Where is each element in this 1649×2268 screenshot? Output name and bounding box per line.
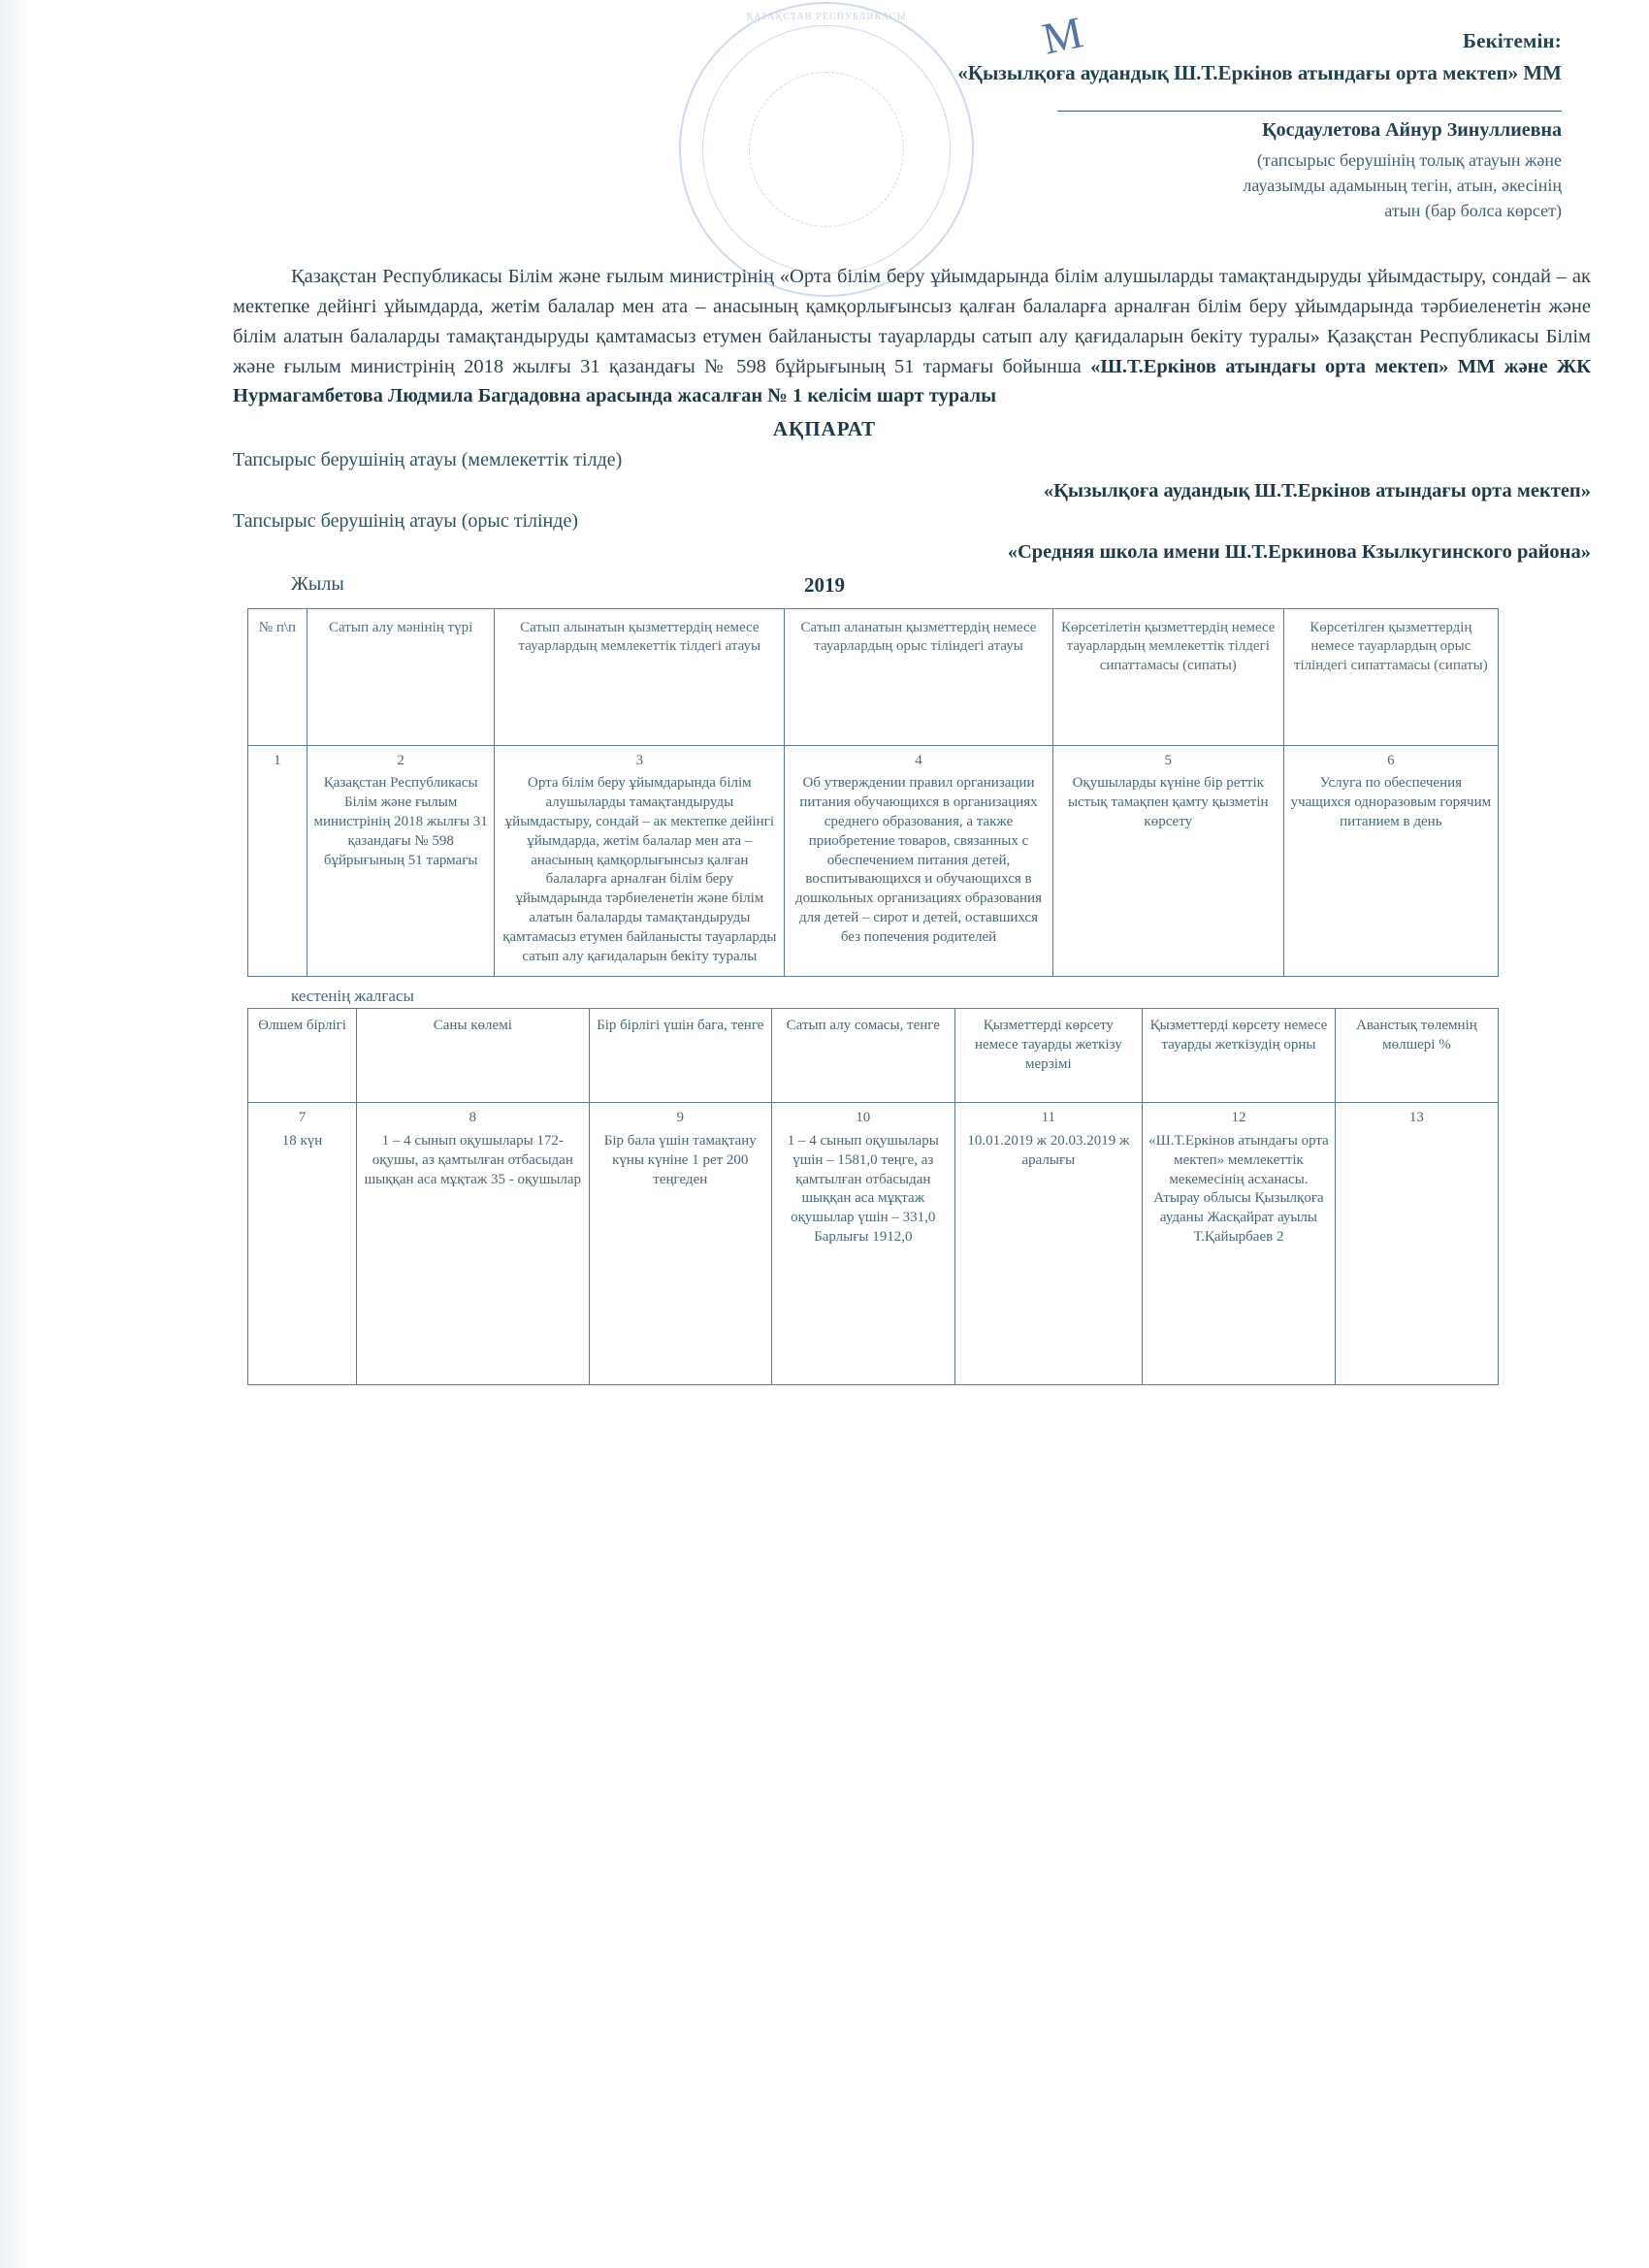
- th-desc-ru: Көрсетілген қызметтердің немесе тауарлардың орыс тіліндегі сипаттамасы (сипаты): [1283, 608, 1498, 745]
- th-quantity: Саны көлемі: [357, 1009, 589, 1103]
- approval-header: [0, 0, 1649, 223]
- cell-place: «Ш.Т.Еркінов атындағы орта мектеп» мемлекеттік мекемесінің асханасы. Атырау облысы Қызылқоға ауданы Жасқайрат ауылы Т.Қайырбаев 2: [1143, 1130, 1336, 1385]
- th-term: Қызметтерді көрсету немесе тауарды жеткізу мерзімі: [954, 1009, 1143, 1103]
- procurement-table-part2: [247, 1008, 1499, 1385]
- procurement-table-part1: [247, 608, 1499, 978]
- colnum-2: 2: [307, 745, 495, 772]
- approve-label: Бекітемін:: [1462, 29, 1562, 52]
- signature-line: [1057, 111, 1562, 112]
- colnum-3: 3: [495, 745, 785, 772]
- th-desc-kk: Көрсетілетін қызметтердің немесе тауарлардың мемлекеттік тілдегі сипаттамасы (сипаты): [1052, 608, 1283, 745]
- th-unit: Өлшем бірлігі: [248, 1009, 357, 1103]
- table-row: [248, 1130, 1499, 1385]
- cell-unit: 18 күн: [248, 1130, 357, 1385]
- document-title: АҚПАРАТ: [772, 417, 877, 441]
- th-advance: Аванстық төлемнің мөлшері %: [1335, 1009, 1498, 1103]
- approver-note-line3: атын (бар болса көрсет): [1384, 201, 1562, 221]
- field-name-kk-value: «Қызылқоға аудандық Ш.Т.Еркінов атындағы орта мектеп»: [1043, 480, 1591, 502]
- field-name-ru: [233, 506, 1591, 567]
- colnum-6: 6: [1283, 745, 1498, 772]
- cell-number: [248, 772, 307, 976]
- colnum-10: 10: [772, 1103, 955, 1130]
- cell-desc-ru: Услуга по обеспечения учащихся одноразовым горячим питанием в день: [1283, 772, 1498, 976]
- field-name-ru-label: Тапсырыс берушінің атауы (орыс тілінде): [233, 509, 578, 532]
- colnum-1: 1: [248, 745, 307, 772]
- handwritten-signature: М: [1038, 7, 1087, 64]
- cell-desc-kk: Оқушыларды күніне бір реттік ыстық тамақпен қамту қызметін көрсету: [1052, 772, 1283, 976]
- cell-name-kk: Орта білім беру ұйымдарында білім алушыларды тамақтандыруды ұйымдастыру, сондай – ак мектепке дейінгі ұйымдарда, жетім балалар мен ата – анасының қамқорлығынсыз қалған балаларға арналған білім беру ұйымдарында тәрбиеленетін және білім алатын балаларды тамақтандыруды қамтамасыз етумен байланысты тауарларды сатып алу қағидаларын бекіту туралы: [495, 772, 785, 976]
- colnum-4: 4: [785, 745, 1053, 772]
- intro-text-bold: «Ш.Т.Еркінов атындағы орта мектеп» ММ және ЖК Нурмагамбетова Людмила Багдадовна арасында жасалған № 1 келісім шарт туралы: [233, 355, 1592, 407]
- colnum-12: 12: [1143, 1103, 1336, 1130]
- th-total-sum: Сатып алу сомасы, тенге: [772, 1009, 955, 1103]
- th-name-kk: Сатып алынатын қызметтердің немесе тауарлардың мемлекеттік тілдегі атауы: [495, 608, 785, 745]
- colnum-7: 7: [248, 1103, 357, 1130]
- table2-column-numbers-row: [248, 1103, 1499, 1130]
- intro-text: Қазақстан Республикасы Білім және ғылым министрінің «Орта білім беру ұйымдарында білім алушыларды тамақтандыруды ұйымдастыру, сондай – ак мектепке дейінгі ұйымдарда, жетім балалар мен ата – анасының қамқорлығынсыз қалған балаларға арналған білім беру ұйымдарында тәрбиеленетін және білім алатын балаларды тамақтандыруды қамтамасыз етумен байланысты тауарларды сатып алу қағидаларын бекіту туралы» Қазақстан Республикасы Білім және ғылым министрінің 2018 жылғы 31 қазандағы № 598 бұйрығының 51 тармағы бойынша: [233, 266, 1591, 377]
- colnum-9: 9: [589, 1103, 772, 1130]
- approver-note-line1: (тапсырыс берушінің толық атауын және: [1256, 150, 1562, 170]
- field-name-kk: [233, 445, 1591, 506]
- colnum-5: 5: [1052, 745, 1283, 772]
- colnum-8: 8: [357, 1103, 589, 1130]
- cell-unit-price: Бір бала үшін тамақтану күны күніне 1 рет 200 теңгеден: [589, 1130, 772, 1385]
- approver-note: [0, 147, 1562, 223]
- field-name-kk-label: Тапсырыс берушінің атауы (мемлекеттік тілде): [233, 449, 623, 471]
- cell-subject-type: Қазақстан Республикасы Білім және ғылым министрінің 2018 жылғы 31 қазандағы № 598 бұйрығының 51 тармағы: [307, 772, 495, 976]
- cell-advance: [1335, 1130, 1498, 1385]
- th-unit-price: Бір бірлігі үшін бага, тенге: [589, 1009, 772, 1103]
- field-name-ru-value: «Средняя школа имени Ш.Т.Еркинова Кзылкугинского района»: [1007, 540, 1591, 563]
- table-row: [248, 772, 1499, 976]
- table2-header-row: [248, 1009, 1499, 1103]
- year-label: Жылы: [291, 572, 344, 595]
- approver-person: Қосдаулетова Айнур Зинуллиевна: [1262, 119, 1562, 141]
- cell-total-sum: 1 – 4 сынып оқушылары үшін – 1581,0 теңге, аз қамтылған отбасыдан шыққан аса мұқтаж оқушылар үшін – 331,0 Барлығы 1912,0: [772, 1130, 955, 1385]
- continuation-label: кестенің жалғасы: [291, 987, 414, 1006]
- cell-name-ru: Об утверждении правил организации питания обучающихся в организациях среднего образования, а также приобретение товаров, связанных с обеспечением питания детей, воспитывающихся и обучающихся в дошкольных организациях образования для детей – сирот и детей, оставшихся без попечения родителей: [785, 772, 1053, 976]
- year-value: 2019: [804, 572, 845, 597]
- approver-organization: «Қызылқоға аудандық Ш.Т.Еркінов атындағы орта мектеп» ММ: [957, 61, 1562, 84]
- table-column-numbers-row: [248, 745, 1499, 772]
- colnum-11: 11: [954, 1103, 1143, 1130]
- year-row: [0, 573, 1649, 602]
- approver-note-line2: лауазымды адамының тегін, атын, әкесінің: [1243, 176, 1562, 196]
- th-number: № п\п: [248, 608, 307, 745]
- cell-term: 10.01.2019 ж 20.03.2019 ж аралығы: [954, 1130, 1143, 1385]
- intro-paragraph: [233, 262, 1591, 411]
- th-name-ru: Сатып аланатын қызметтердің немесе тауарлардың орыс тіліндегі атауы: [785, 608, 1053, 745]
- stamp-text: ҚАЗАҚСТАН РЕСПУБЛИКАСЫ: [746, 12, 907, 22]
- cell-quantity: 1 – 4 сынып оқушылары 172- оқушы, аз қамтылған отбасыдан шыққан аса мұқтаж 35 - оқушылар: [357, 1130, 589, 1385]
- table-header-row: [248, 608, 1499, 745]
- th-place: Қызметтерді көрсету немесе тауарды жеткізудің орны: [1143, 1009, 1336, 1103]
- th-subject-type: Сатып алу мәнінің түрі: [307, 608, 495, 745]
- colnum-13: 13: [1335, 1103, 1498, 1130]
